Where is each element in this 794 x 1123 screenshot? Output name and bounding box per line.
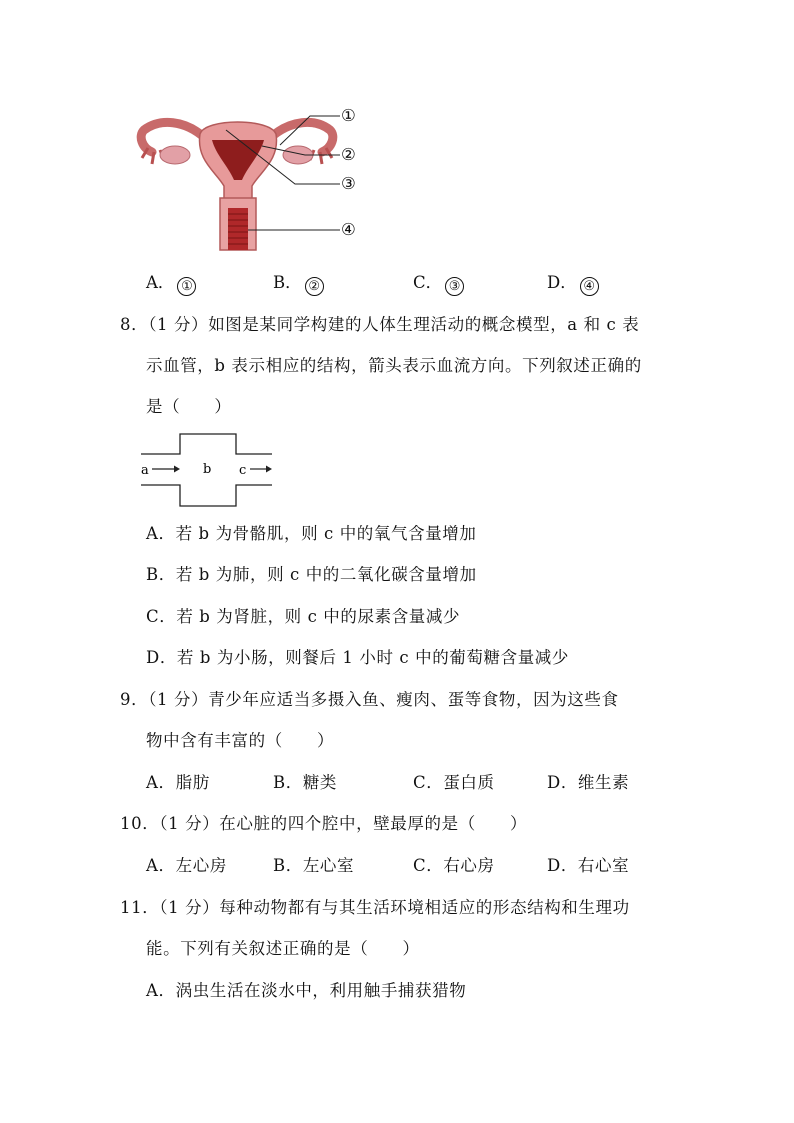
q9-line-2: 物中含有丰富的（ ）: [146, 731, 335, 750]
q9-option-d[interactable]: D．维生素: [547, 773, 630, 792]
q7-option-b[interactable]: B． ②: [273, 273, 324, 296]
left-ovary: [160, 146, 190, 164]
blood-flow-diagram: [138, 432, 278, 510]
q10-option-c[interactable]: C．右心房: [413, 856, 495, 875]
label-b: b: [203, 462, 212, 477]
figure-label-1: ①: [341, 106, 356, 125]
q9-line-1: 9．（1 分）青少年应适当多摄入鱼、瘦肉、蛋等食物，因为这些食: [120, 690, 619, 709]
q9-option-a[interactable]: A．脂肪: [146, 773, 210, 792]
q7-option-c-value: ③: [445, 277, 464, 296]
q10-option-d[interactable]: D．右心室: [547, 856, 630, 875]
q9-option-c[interactable]: C．蛋白质: [413, 773, 495, 792]
q7-option-a[interactable]: A． ①: [146, 273, 196, 296]
figure-label-4: ④: [341, 220, 356, 239]
q9-option-b[interactable]: B．糖类: [273, 773, 338, 792]
figure-label-3: ③: [341, 174, 356, 193]
q8-option-a[interactable]: A．若 b 为骨骼肌，则 c 中的氧气含量增加: [146, 524, 477, 543]
q8-option-d[interactable]: D．若 b 为小肠，则餐后 1 小时 c 中的葡萄糖含量减少: [146, 648, 569, 667]
label-c: c: [239, 463, 247, 478]
q11-line-2: 能。下列有关叙述正确的是（ ）: [146, 939, 420, 958]
q7-option-b-value: ②: [305, 277, 324, 296]
q11-line-1: 11．（1 分）每种动物都有与其生活环境相适应的形态结构和生理功: [120, 898, 630, 917]
q10-option-a[interactable]: A．左心房: [146, 856, 227, 875]
q7-option-c[interactable]: C． ③: [413, 273, 464, 296]
q10-option-b[interactable]: B．左心室: [273, 856, 355, 875]
figure-label-2: ②: [341, 145, 356, 164]
q8-line-2: 示血管，b 表示相应的结构，箭头表示血流方向。下列叙述正确的: [146, 356, 642, 375]
q8-line-1: 8．（1 分）如图是某同学构建的人体生理活动的概念模型，a 和 c 表: [120, 315, 640, 334]
reproductive-system-figure: [130, 100, 370, 260]
q8-option-c[interactable]: C．若 b 为肾脏，则 c 中的尿素含量减少: [146, 607, 461, 626]
q7-option-d-value: ④: [580, 277, 599, 296]
q7-option-d[interactable]: D． ④: [547, 273, 599, 296]
q10-line-1: 10．（1 分）在心脏的四个腔中，壁最厚的是（ ）: [120, 814, 528, 833]
label-a: a: [141, 463, 149, 478]
q11-option-a[interactable]: A．涡虫生活在淡水中，利用触手捕获猎物: [146, 981, 467, 1000]
q8-option-b[interactable]: B．若 b 为肺，则 c 中的二氧化碳含量增加: [146, 565, 477, 584]
q7-option-a-value: ①: [177, 277, 196, 296]
q8-line-3: 是（ ）: [146, 397, 232, 416]
